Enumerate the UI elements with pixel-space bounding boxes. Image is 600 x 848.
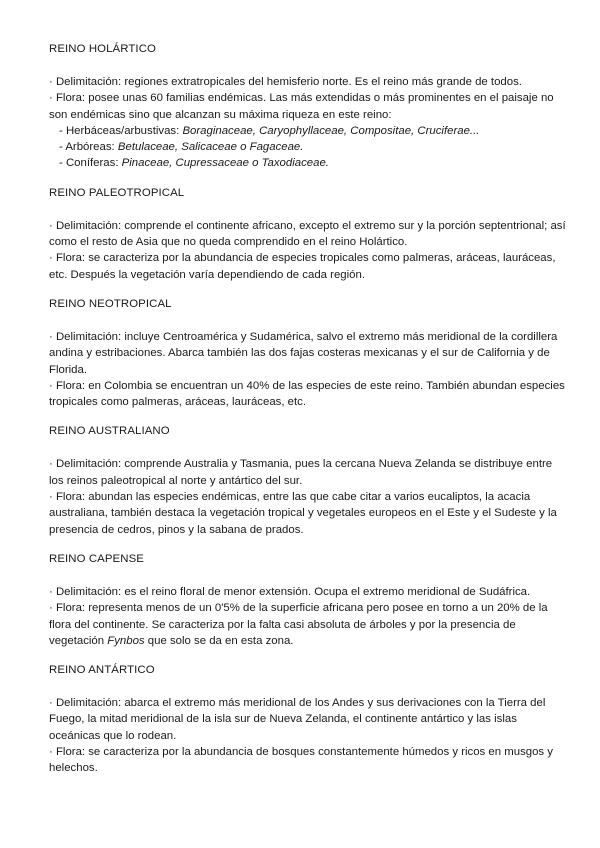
section-holartico [49,42,566,172]
section-title: REINO HOLÁRTICO [49,43,156,55]
sub-label: - Arbóreas: [59,141,118,154]
section-title: REINO PALEOTROPICAL [49,186,185,199]
flora-text: · Flora: en Colombia se encuentran un 40% de las especies de este reino. También abundan especies tropicales como palmeras, aráceas, lauráceas, etc. [49,379,565,409]
section-title: REINO ANTÁRTICO [49,664,155,677]
sub-label: - Coníferas: [59,157,122,170]
delimitation-text: · Delimitación: abarca el extremo más meridional de los Andes y sus derivaciones con la Tierra del Fuego, la mitad meridional de la isla sur de Nueva Zelanda, el continente antártico y las islas oceánicas que lo rodean. [49,697,546,742]
delimitation-text: · Delimitación: comprende el continente africano, excepto el extremo sur y la porción septentrional; así como el resto de Asia que no queda comprendido en el reino Holártico. [49,219,566,249]
delimitation-text: · Delimitación: regiones extratropicales del hemisferio norte. Es el reino más grande de todos. [49,76,522,88]
sub-item [49,139,566,155]
sub-item [49,123,566,139]
section-antartico [49,663,566,776]
flora-text: · Flora: abundan las especies endémicas, entre las que cabe citar a varios eucaliptos, la acacia australiana, también destaca la vegetación tropical y vegetales europeos en el Este y el Sudeste y la presencia de cedros, pinos y la sabana de prados. [49,491,557,536]
sub-item [49,155,566,171]
sub-label: - Herbáceas/arbustivas: [59,124,183,137]
section-title: REINO CAPENSE [49,552,144,565]
flora-text: · Flora: se caracteriza por la abundancia de especies tropicales como palmeras, aráceas, lauráceas, etc. Después la vegetación varía dependiendo de cada región. [49,252,556,281]
section-australiano [49,424,566,537]
sub-names: Betulaceae, Salicaceae o Fagaceae. [117,141,304,154]
flora-text-post: que solo se da en esta zona. [144,634,294,647]
section-capense [49,552,566,649]
section-paleotropical [49,186,566,283]
delimitation-text: · Delimitación: incluye Centroamérica y Sudamérica, salvo el extremo más meridional de la cordillera andina y estribaciones. Abarca también las dos fajas costeras mexicanas y el sur de California y de Florida. [49,330,558,376]
sub-names: Pinaceae, Cupressaceae o Taxodiaceae. [121,157,329,170]
flora-text-pre: · Flora: representa menos de un 0'5% de la superficie africana pero posee en torno a un 20% de la flora del continente. Se caracteriza por la falta casi absoluta de árboles y por la presencia de vegetación [49,602,548,647]
flora-text-em: Fynbos [107,634,145,647]
flora-text [49,600,566,649]
flora-text: · Flora: posee unas 60 familias endémicas. Las más extendidas o más prominentes en el paisaje no son endémicas sino que alcanzan su máxima riqueza en este reino: [49,92,554,121]
section-neotropical [49,297,566,410]
delimitation-text: · Delimitación: comprende Australia y Tasmania, pues la cercana Nueva Zelanda se distribuye entre los reinos paleotropical al norte y antártico del sur. [49,458,553,487]
delimitation-text: · Delimitación: es el reino floral de menor extensión. Ocupa el extremo meridional de Sudáfrica. [49,585,531,598]
sub-names: Boraginaceae, Caryophyllaceae, Compositae, Cruciferae... [182,124,480,137]
section-title: REINO NEOTROPICAL [49,297,172,310]
flora-text: · Flora: se caracteriza por la abundancia de bosques constantemente húmedos y ricos en musgos y helechos. [49,746,553,775]
section-title: REINO AUSTRALIANO [49,425,170,438]
